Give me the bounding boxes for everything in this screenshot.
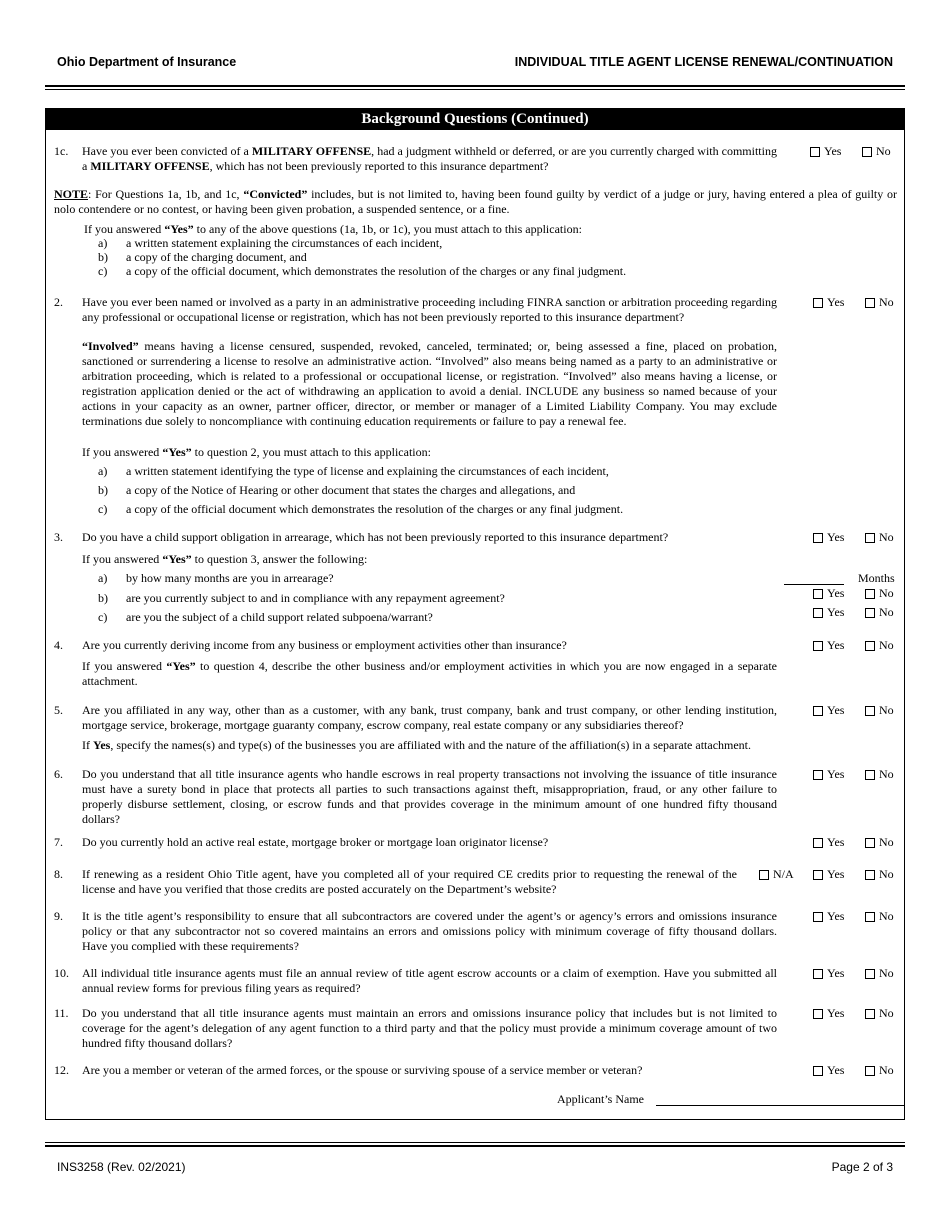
q9-number: 9. [54,909,63,923]
q12-text: Are you a member or veteran of the armed forces, or the spouse or surviving spouse of a service member or veteran? [82,1063,643,1077]
q2-item-c-letter: c) [98,502,108,516]
header-rule-thin [45,89,905,90]
q4-number: 4. [54,638,63,652]
q9-text: It is the title agent’s responsibility to ensure that all subcontractors are covered under the agent’s or agency’s errors and omissions insurance policy or that any subcontractor not so covered maintains an errors and omissions policy with minimum coverage of fifty thousand dollars. Have you complied with these requirements? [82,909,777,953]
q2-no-checkbox[interactable]: No [865,295,894,310]
q3-follow-intro: If you answered “Yes” to question 3, answer the following: [82,552,368,566]
convicted-note: NOTE: For Questions 1a, 1b, and 1c, “Convicted” includes, but is not limited to, having been found guilty by verdict of a judge or jury, having entered a plea of guilty or nolo contendere or no contest, or having been given probation, a suspended sentence, or a fine. [54,187,897,216]
q11-yes-checkbox[interactable]: Yes [813,1006,844,1021]
q2-item-c: a copy of the official document which demonstrates the resolution of the charges or any final judgment. [126,502,624,516]
q1c-yes-checkbox[interactable]: Yes [810,144,841,159]
q7-no-checkbox[interactable]: No [865,835,894,850]
q8-yes-checkbox[interactable]: Yes [813,867,844,882]
q3-item-b-letter: b) [98,591,108,605]
attach1-item-c: a copy of the official document, which demonstrates the resolution of the charges or any final judgment. [126,264,627,278]
page-number: Page 2 of 3 [831,1160,893,1174]
q3b-no-checkbox[interactable]: No [865,586,894,601]
applicant-name-label: Applicant’s Name [557,1092,644,1106]
q8-na-checkbox[interactable]: N/A [759,867,794,882]
section-title: Background Questions (Continued) [45,108,905,130]
q10-no-checkbox[interactable]: No [865,966,894,981]
attach1-item-b: a copy of the charging document, and [126,250,307,264]
q3-item-b: are you currently subject to and in compliance with any repayment agreement? [126,591,505,605]
q1c-text: Have you ever been convicted of a MILITARY OFFENSE, had a judgment withheld or deferred, or are you currently charged with committing a MILITARY OFFENSE, which has not been previously reported to this insurance department? [82,144,777,173]
checkbox-icon [813,969,823,979]
checkbox-icon [813,1009,823,1019]
checkbox-icon [813,870,823,880]
q2-item-a-letter: a) [98,464,108,478]
q11-number: 11. [54,1006,69,1020]
checkbox-icon [810,147,820,157]
checkbox-icon [865,1066,875,1076]
q12-no-checkbox[interactable]: No [865,1063,894,1078]
q5-no-checkbox[interactable]: No [865,703,894,718]
applicant-name-input[interactable] [656,1105,905,1106]
form-number: INS3258 (Rev. 02/2021) [57,1160,186,1174]
q3-yes-checkbox[interactable]: Yes [813,530,844,545]
q7-text: Do you currently hold an active real estate, mortgage broker or mortgage loan originator license? [82,835,549,849]
footer-rule [45,1145,905,1147]
checkbox-icon [813,706,823,716]
q7-yes-checkbox[interactable]: Yes [813,835,844,850]
q8-text: If renewing as a resident Ohio Title agent, have you completed all of your required CE credits prior to requesting the renewal of the license and have you verified that those credits are posted accurately on the Department’s website? [82,867,737,896]
q3-item-a: by how many months are you in arrearage? [126,571,334,585]
q2-yes-checkbox[interactable]: Yes [813,295,844,310]
agency-name: Ohio Department of Insurance [57,55,237,69]
q6-text: Do you understand that all title insurance agents who handle escrows in real property transactions not involving the issuance of title insurance must have a surety bond in place that protects all parties to such transactions against theft, misappropriation, fraud, or any other failure to properly disburse settlement, closing, or escrow funds and that provides coverage in the minimum amount of one hundred fifty thousand dollars? [82,767,777,826]
q4-text: Are you currently deriving income from any business or employment activities other than insurance? [82,638,567,652]
q2-item-b: a copy of the Notice of Hearing or other document that states the charges and allegations, and [126,483,576,497]
q12-yes-checkbox[interactable]: Yes [813,1063,844,1078]
q3-number: 3. [54,530,63,544]
checkbox-icon [813,641,823,651]
attach1-item-b-letter: b) [98,250,108,264]
checkbox-icon [813,1066,823,1076]
q4-no-checkbox[interactable]: No [865,638,894,653]
attach1-item-a: a written statement explaining the circumstances of each incident, [126,236,443,250]
q9-no-checkbox[interactable]: No [865,909,894,924]
q6-number: 6. [54,767,63,781]
checkbox-icon [865,533,875,543]
checkbox-icon [865,770,875,780]
checkbox-icon [759,870,769,880]
attach1-item-a-letter: a) [98,236,108,250]
checkbox-icon [865,706,875,716]
months-label: Months [858,571,895,585]
q2-number: 2. [54,295,63,309]
q5-number: 5. [54,703,63,717]
q4-yes-checkbox[interactable]: Yes [813,638,844,653]
checkbox-icon [862,147,872,157]
checkbox-icon [813,608,823,618]
q3-item-a-letter: a) [98,571,108,585]
q5-text: Are you affiliated in any way, other than as a customer, with any bank, trust company, bank and trust company, or other lending institution, mortgage service, brokerage, mortgage guaranty company, escrow company, real estate company or any subsidiaries thereof? [82,703,777,732]
q6-yes-checkbox[interactable]: Yes [813,767,844,782]
q12-number: 12. [54,1063,69,1077]
header-rule [45,85,905,87]
q1c-number: 1c. [54,144,69,158]
q10-number: 10. [54,966,69,980]
involved-definition: “Involved” means having a license censured, suspended, revoked, canceled, terminated; or, being assessed a fine, placed on probation, sanctioned or surrendering a license to resolve an administrative action. “Involved” also means being named as a party to an administrative or arbitration proceeding, which is related to a professional or occupational license, or registration. “Involved” also means having a license, or registration application denied or the act of withdrawing an application to avoid a denial. INCLUDE any business so named because of your actions in your capacity as an owner, partner officer, director, or member or manager of a Limited Liability Company. You may exclude terminations due solely to noncompliance with continuing education requirements or failure to pay a renewal fee. [82,339,777,428]
q10-yes-checkbox[interactable]: Yes [813,966,844,981]
form-title: INDIVIDUAL TITLE AGENT LICENSE RENEWAL/CONTINUATION [514,55,893,69]
q2-attach-intro: If you answered “Yes” to question 2, you must attach to this application: [82,445,431,459]
checkbox-icon [813,533,823,543]
checkbox-icon [813,770,823,780]
q7-number: 7. [54,835,63,849]
checkbox-icon [865,298,875,308]
checkbox-icon [813,912,823,922]
q3c-no-checkbox[interactable]: No [865,605,894,620]
q2-item-a: a written statement identifying the type of license and explaining the circumstances of each incident, [126,464,609,478]
q11-text: Do you understand that all title insurance agents must maintain an errors and omissions insurance policy that includes but is not limited to coverage for the agent’s delegation of any agent function to a third party and that the policy must provide a minimum coverage amount of two hundred fifty thousand dollars? [82,1006,777,1050]
q3-text: Do you have a child support obligation in arrearage, which has not been previously reported to this insurance department? [82,530,669,544]
q8-number: 8. [54,867,63,881]
q2-text: Have you ever been named or involved as a party in an administrative proceeding including FINRA sanction or arbitration proceeding regarding any professional or occupational license or registration, which has not been previously reported to this insurance department? [82,295,777,324]
checkbox-icon [865,1009,875,1019]
q3-item-c: are you the subject of a child support related subpoena/warrant? [126,610,433,624]
checkbox-icon [813,838,823,848]
footer-rule-thin [45,1142,905,1143]
q4-follow: If you answered “Yes” to question 4, describe the other business and/or employment activities in which you are now engaged in a separate attachment. [82,659,777,688]
checkbox-icon [865,589,875,599]
q2-item-b-letter: b) [98,483,108,497]
checkbox-icon [865,912,875,922]
checkbox-icon [865,641,875,651]
q10-text: All individual title insurance agents must file an annual review of title agent escrow accounts or a claim of exemption. Have you submitted all annual review forms for previous filing years as required? [82,966,777,995]
checkbox-icon [865,870,875,880]
q3-no-checkbox[interactable]: No [865,530,894,545]
q9-yes-checkbox[interactable]: Yes [813,909,844,924]
months-input[interactable] [784,584,844,585]
checkbox-icon [865,969,875,979]
q6-no-checkbox[interactable]: No [865,767,894,782]
checkbox-icon [865,838,875,848]
attach1-item-c-letter: c) [98,264,108,278]
q3-item-c-letter: c) [98,610,108,624]
q3b-yes-checkbox[interactable]: Yes [813,586,844,601]
attach1-intro: If you answered “Yes” to any of the above questions (1a, 1b, or 1c), you must attach to this application: [84,222,582,236]
checkbox-icon [813,589,823,599]
q3c-yes-checkbox[interactable]: Yes [813,605,844,620]
q5-follow: If Yes, specify the names(s) and type(s) of the businesses you are affiliated with and the nature of the affiliation(s) in a separate attachment. [82,738,752,752]
checkbox-icon [813,298,823,308]
q8-no-checkbox[interactable]: No [865,867,894,882]
q1c-no-checkbox[interactable]: No [862,144,891,159]
checkbox-icon [865,608,875,618]
q11-no-checkbox[interactable]: No [865,1006,894,1021]
q5-yes-checkbox[interactable]: Yes [813,703,844,718]
